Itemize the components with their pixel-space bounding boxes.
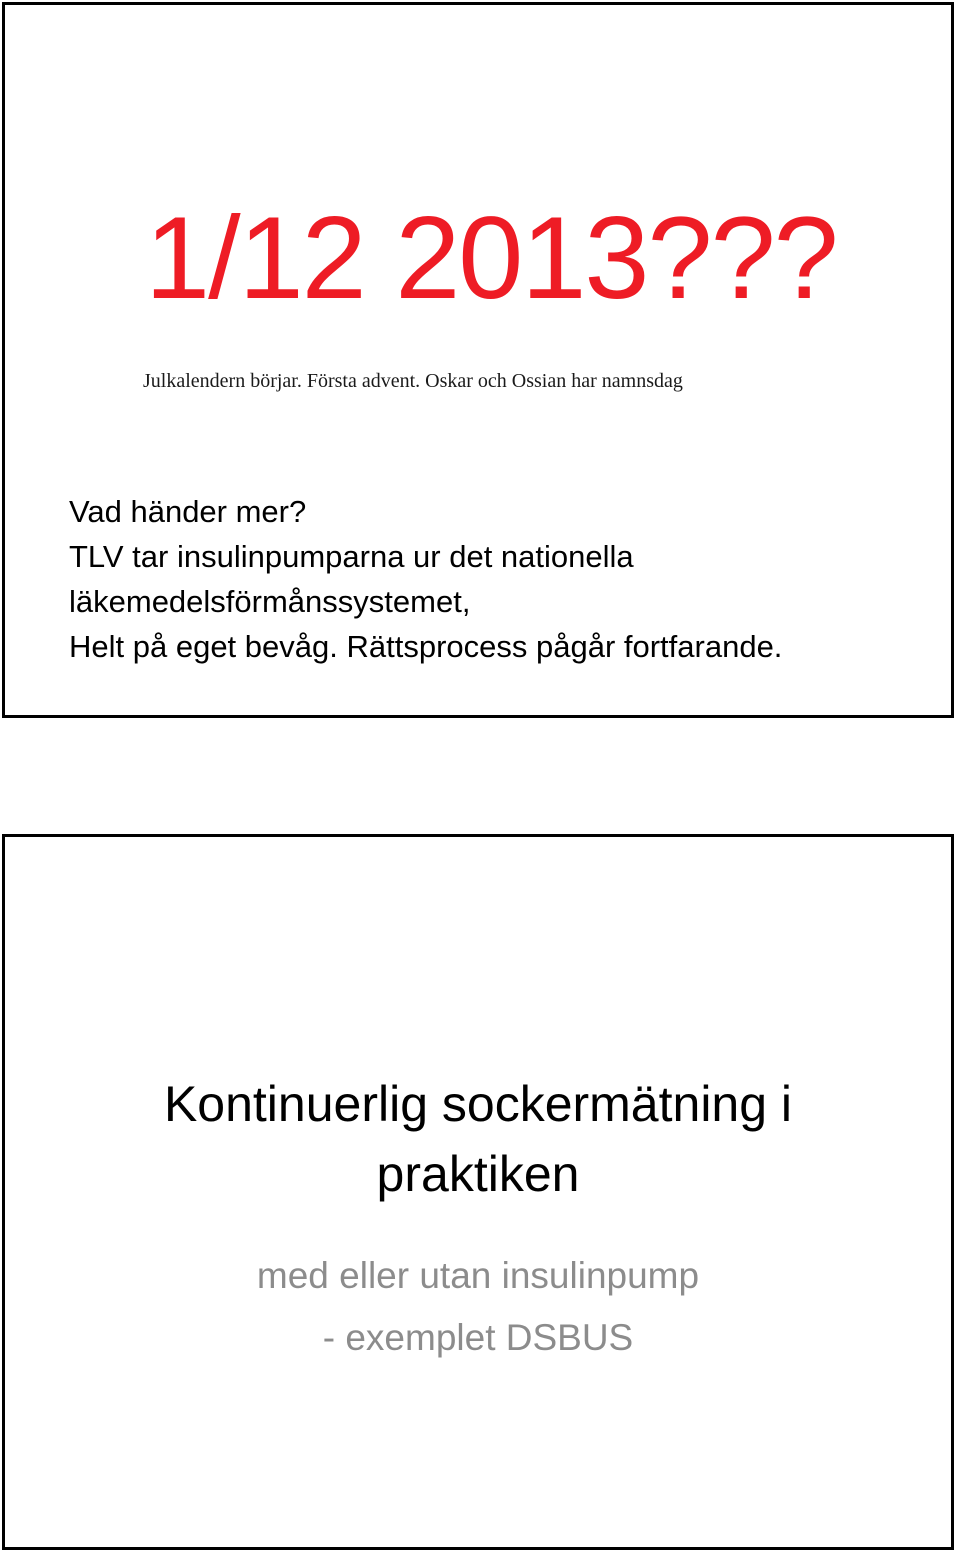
- date-title: 1/12 2013???: [145, 192, 837, 323]
- calendar-note: Julkalendern börjar. Första advent. Oskar och Ossian har namnsdag: [143, 370, 683, 392]
- body-line-process: Helt på eget bevåg. Rättsprocess pågår fortfarande.: [69, 629, 783, 664]
- slide-2: [2, 834, 954, 1550]
- body-line-system: läkemedelsförmånssystemet,: [69, 584, 471, 619]
- body-text: [69, 489, 782, 669]
- sub-title-line-2: - exemplet DSBUS: [322, 1317, 634, 1358]
- body-line-question: Vad händer mer?: [69, 494, 307, 529]
- main-title-line-1: Kontinuerlig sockermätning i: [163, 1076, 793, 1132]
- slide-1: [2, 2, 954, 718]
- sub-title-line-1: med eller utan insulinpump: [256, 1255, 700, 1296]
- main-title-line-2: praktiken: [376, 1146, 580, 1202]
- main-title: [5, 1069, 951, 1209]
- sub-title: [5, 1245, 951, 1369]
- body-line-tlv: TLV tar insulinpumparna ur det nationella: [69, 539, 634, 574]
